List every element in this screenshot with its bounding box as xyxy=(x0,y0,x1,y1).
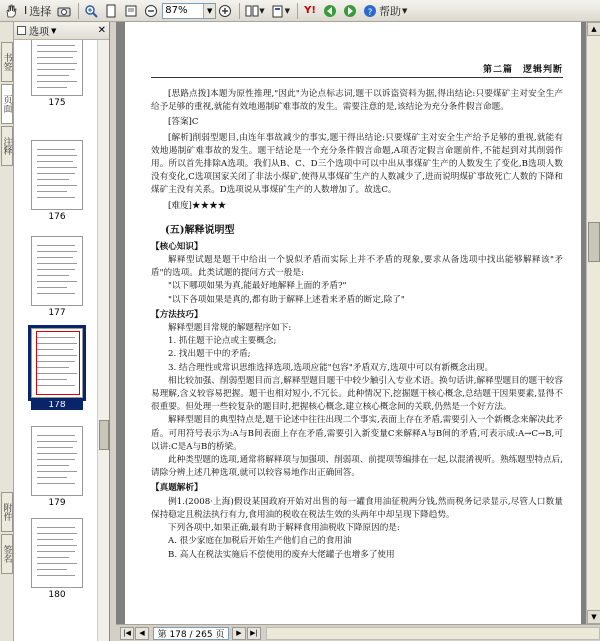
paragraph: 此种类型题的选项,通常将解释项与加强项、削弱项、前提项等编排在一起,以混淆视听。熟练题型特点后,请除分辨上述几种选项,就可以较容易地作出正确回答。 xyxy=(151,455,563,479)
last-page-icon[interactable]: ▶| xyxy=(247,627,261,640)
yahoo-icon[interactable]: Y! xyxy=(304,5,316,16)
paragraph: [解析]削弱型题目,由连年事故减少的事实,题干得出结论:只要煤矿主对安全生产给予足够的重视,就能有效地遏制矿难事故的发生。题干结论是一个充分条件假言命题,A项否定假言命题前件,不能起到对其削弱作用。所以首先排除A选项。我们从B、C、D三个选项中可以中出从事煤矿生产的人数发生了变化,B选项人数没有变化,C选项国家关闭了非法小煤矿,使得从事煤矿生产的人数减少了,进而说明煤矿事故死亡人数的下降和煤矿主没有关系。D选项说从事煤矿生产的人数增加了。故选C。 xyxy=(151,132,563,196)
option: A. 很少家庭在加税后开始生产他们自己的食用油 xyxy=(168,536,352,547)
chevron-down-icon[interactable]: ▼ xyxy=(203,4,215,18)
paragraph: [思路点拨]本题为原性推理,"因此"为论点标志词,题干以诉盗资料为据,得出结论:只要煤矿主对安全生产给予足够的重视,就能有效地遏制矿难事故的发生。需要注意的是,该结论为充分条件假言命题。 xyxy=(151,89,563,113)
toolbar xyxy=(0,0,600,22)
tab-bookmarks[interactable]: 书签 xyxy=(1,42,13,82)
question-form: "以下哪项如果为真,能最好地解释上面的矛盾?" xyxy=(168,281,347,292)
thumbnail-image xyxy=(31,40,83,96)
forward-icon[interactable] xyxy=(341,2,359,20)
attach-icon[interactable]: ▼ xyxy=(269,2,292,20)
thumbnail-page[interactable] xyxy=(31,426,83,508)
toolbar-separator xyxy=(297,3,298,19)
page-layout-icon[interactable]: ▼ xyxy=(243,2,266,20)
thumbnail-image xyxy=(31,518,83,588)
page-number-field[interactable]: 第 178 / 265 页 xyxy=(153,627,229,640)
section-title: (五)解释说明型 xyxy=(165,224,235,236)
subsection-heading: 【真题解析】 xyxy=(151,483,203,494)
zoom-in-icon[interactable] xyxy=(82,2,100,20)
thumbnail-header xyxy=(14,22,109,40)
select-label: 选择 xyxy=(29,4,52,18)
thumbnail-page-number: 175 xyxy=(48,98,66,108)
tab-pages[interactable]: 页面 xyxy=(1,84,13,124)
subsection-heading: 【核心知识】 xyxy=(151,241,203,252)
thumbnail-page-number: 180 xyxy=(48,590,66,600)
back-icon[interactable] xyxy=(321,2,339,20)
thumbnail-pane xyxy=(14,22,110,641)
thumbnail-page-number: 177 xyxy=(48,308,66,318)
scroll-up-icon[interactable]: ▲ xyxy=(587,22,600,36)
paragraph: 解释型题目常规的解题程序如下: xyxy=(168,323,292,334)
running-header: 第二篇 逻辑判断 xyxy=(151,22,563,78)
document-scrollbar[interactable] xyxy=(586,22,600,624)
visible-area-box[interactable] xyxy=(36,331,80,395)
thumbnail-page-selected[interactable] xyxy=(31,328,83,410)
option: B. 高人在税法实施后不偿使用的废弃大佬罐子也增多了使用 xyxy=(168,549,395,560)
thumbnail-page-number: 176 xyxy=(48,212,66,222)
thumbnail-image xyxy=(31,426,83,496)
list-item: 2. 找出题干中的矛盾; xyxy=(168,349,251,360)
select-tool-button[interactable] xyxy=(22,2,53,20)
help-button[interactable]: ? 帮助 ▼ xyxy=(361,2,409,20)
tab-attachments[interactable]: 附件 xyxy=(1,492,13,532)
thumbnail-list xyxy=(14,40,98,641)
paragraph: 解释型题目的典型特点是,题干论述中往往出现二个事实,表面上存在矛盾,需要引入一个新概念来解决此矛盾。可用符号表示为:A与B间表面上存在矛盾,需要引入新变量C来解释A与B间的矛盾,可表示成:A→C→B,可以讲:C是A与B的桥梁。 xyxy=(151,415,563,452)
camera-icon[interactable] xyxy=(55,2,73,20)
zoom-value: 87% xyxy=(165,5,188,16)
thumbnail-page[interactable] xyxy=(31,140,83,222)
thumbnail-scrollbar[interactable] xyxy=(97,40,109,641)
document-view xyxy=(116,22,586,624)
side-tab-strip xyxy=(0,22,14,641)
svg-text:?: ? xyxy=(367,7,373,18)
scroll-down-icon[interactable]: ▼ xyxy=(587,610,600,624)
thumbnail-image xyxy=(31,236,83,306)
close-icon[interactable]: ✕ xyxy=(97,25,106,36)
document-page xyxy=(125,22,581,624)
next-page-icon[interactable]: ▶ xyxy=(232,627,246,640)
list-item: 1. 抓住题干论点或主要概念; xyxy=(168,336,277,347)
chevron-down-icon[interactable]: ▼ xyxy=(51,26,57,35)
tab-comments[interactable]: 注释 xyxy=(1,126,13,166)
thumbnail-page[interactable] xyxy=(31,236,83,318)
thumbnail-page[interactable] xyxy=(31,40,83,108)
answer: [答案]C xyxy=(168,117,199,128)
first-page-icon[interactable]: |◀ xyxy=(120,627,134,640)
tab-signatures[interactable]: 签名 xyxy=(1,534,13,574)
toolbar-separator xyxy=(78,3,79,19)
thumbnail-image xyxy=(31,140,83,210)
thumbnail-page-number: 179 xyxy=(48,498,66,508)
zoom-in-small-icon[interactable] xyxy=(216,2,234,20)
fit-page-icon[interactable] xyxy=(102,2,120,20)
status-bar xyxy=(116,624,600,641)
hand-icon[interactable] xyxy=(2,2,20,20)
thumbnails-icon xyxy=(17,26,26,35)
options-menu[interactable]: 选项 xyxy=(29,27,49,38)
paragraph: 解释型试题是题干中给出一个貌似矛盾而实际上并不矛盾的现象,要求从备选项中找出能够解释该"矛盾"的选项。此类试题的提问方式一般是: xyxy=(151,255,563,279)
fit-width-icon[interactable] xyxy=(122,2,140,20)
subsection-heading: 【方法技巧】 xyxy=(151,309,203,320)
thumbnail-scroll-knob[interactable] xyxy=(99,420,109,450)
toolbar-separator xyxy=(239,3,240,19)
thumbnail-image xyxy=(31,328,83,398)
thumbnail-page[interactable] xyxy=(31,518,83,600)
zoom-select[interactable] xyxy=(162,3,216,19)
select-icon: I xyxy=(24,4,28,17)
prev-page-icon[interactable]: ◀ xyxy=(135,627,149,640)
paragraph: 下列各项中,如果正确,最有助于解释食用油税收下降原因的是: xyxy=(168,523,400,534)
help-icon xyxy=(363,4,377,18)
difficulty: [难度]★★★★ xyxy=(168,200,227,211)
help-label: 帮助 xyxy=(379,4,402,18)
list-item: 3. 结合理性或常识思维选择选项,选项应能"包容"矛盾双方,选项中可以有新概念出现。 xyxy=(168,362,494,373)
question-form: "以下各项如果是真的,都有助于解释上述看来矛盾的断定,除了" xyxy=(168,294,405,305)
paragraph: 例1.(2008·上海)假设某国政府开始对出售的每一罐食用油征税两分钱,然而税务记录显示,尽管人口数量保持稳定且税法执行有力,食用油的税收在税法生效的头两年中却呈现下降趋势。 xyxy=(151,496,563,520)
zoom-out-icon[interactable] xyxy=(142,2,160,20)
thumbnail-page-number: 178 xyxy=(31,400,83,410)
scroll-knob[interactable] xyxy=(588,222,600,262)
horizontal-scrollbar[interactable] xyxy=(266,627,600,640)
paragraph: 相比较加强、削弱型题目而言,解释型题目题干中较少触引入专业术语。换句话讲,解释型题目的题干较容易理解,含义较容易把握。题干也相对短小,不冗长。此种情况下,挖掘题干核心概念,总结题干因果要素,显得不很重要。但处理一些较复杂的题目时,把握核心概念,建立核心概念间的关联,仍然是一个好方法。 xyxy=(151,375,563,413)
